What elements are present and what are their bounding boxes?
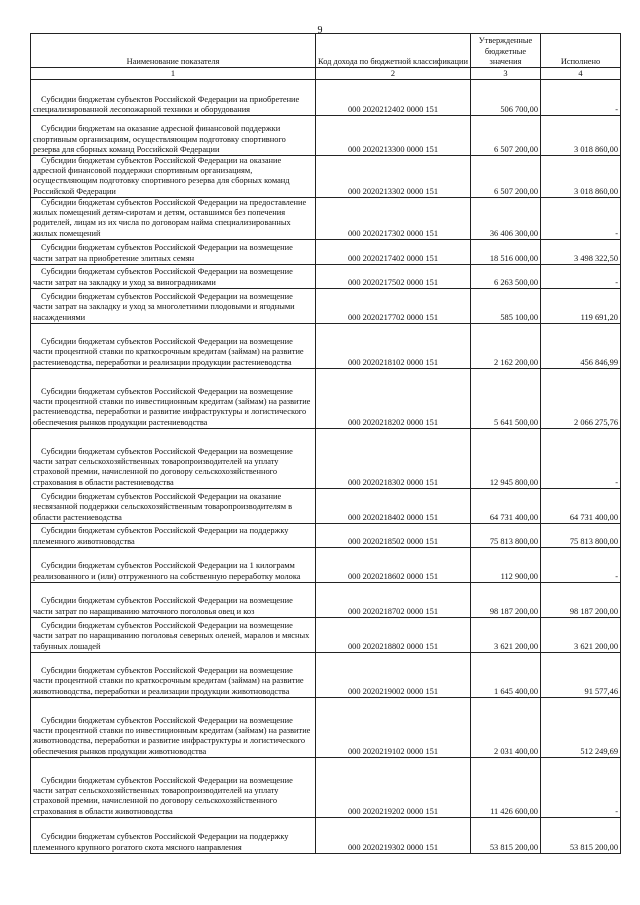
table-row [31,582,621,617]
row-code-cell: 000 2020219002 0000 151 [316,652,471,697]
row-name-cell: Субсидии бюджетам субъектов Российской Федерации на предоставление жилых помещений детям-сиротам и детям, оставшимся без попечения родителей, лицам из их числа по договорам найма специализированных жилых помещений [31,197,316,239]
column-number-row [31,68,621,80]
row-executed-cell: - [541,757,621,817]
table-row [31,817,621,853]
table-row [31,239,621,264]
row-name-cell: Субсидии бюджетам субъектов Российской Федерации на приобретение специализированной лесопожарной техники и оборудования [31,80,316,116]
column-number: 4 [541,68,621,80]
row-executed-cell: 3 018 860,00 [541,156,621,198]
header-approved: Утвержденные бюджетные значения [471,34,541,68]
table-row [31,197,621,239]
table-row [31,488,621,523]
row-approved-cell: 112 900,00 [471,547,541,582]
row-code-cell: 000 2020217402 0000 151 [316,239,471,264]
row-code-cell: 000 2020213300 0000 151 [316,116,471,156]
row-approved-cell: 75 813 800,00 [471,523,541,547]
row-approved-cell: 3 621 200,00 [471,617,541,652]
table-row [31,368,621,428]
row-approved-cell: 506 700,00 [471,80,541,116]
row-name-cell: Субсидии бюджетам субъектов Российской Федерации на возмещение части процентной ставки по краткосрочным кредитам (займам) на развитие растениеводства, переработки и реализации продукции растениеводства [31,323,316,368]
table-row [31,547,621,582]
row-executed-cell: 3 498 322,50 [541,239,621,264]
row-approved-cell: 2 031 400,00 [471,697,541,757]
row-name-cell: Субсидии бюджетам субъектов Российской Федерации на оказание несвязанной поддержки сельскохозяйственным товаропроизводителям в области растениеводства [31,488,316,523]
table-row [31,288,621,323]
header-executed: Исполнено [541,34,621,68]
row-executed-cell: - [541,197,621,239]
row-approved-cell: 98 187 200,00 [471,582,541,617]
row-name-cell: Субсидии бюджетам субъектов Российской Федерации на поддержку племенного животноводства [31,523,316,547]
table-row [31,156,621,198]
row-code-cell: 000 2020218302 0000 151 [316,428,471,488]
row-name-cell: Субсидии бюджетам субъектов Российской Федерации на возмещение части затрат на приобретение элитных семян [31,239,316,264]
row-code-cell: 000 2020218102 0000 151 [316,323,471,368]
row-executed-cell: 3 621 200,00 [541,617,621,652]
row-code-cell: 000 2020212402 0000 151 [316,80,471,116]
row-approved-cell: 53 815 200,00 [471,817,541,853]
page-number: 9 [317,25,323,36]
row-name-cell: Субсидии бюджетам субъектов Российской Федерации на возмещение части затрат на закладку и уход за виноградниками [31,264,316,288]
row-executed-cell: 53 815 200,00 [541,817,621,853]
table-row [31,697,621,757]
row-executed-cell: 512 249,69 [541,697,621,757]
row-name-cell: Субсидии бюджетам субъектов Российской Федерации на возмещение части затрат сельскохозяйственных товаропроизводителей на уплату страховой премии, начисленной по договору сельскохозяйственного страхования в области животноводства [31,757,316,817]
row-code-cell: 000 2020219302 0000 151 [316,817,471,853]
budget-table [30,33,621,854]
row-approved-cell: 6 507 200,00 [471,156,541,198]
row-name-cell: Субсидии бюджетам субъектов Российской Федерации на возмещение части затрат по наращиванию маточного поголовья овец и коз [31,582,316,617]
table-row [31,264,621,288]
row-code-cell: 000 2020218202 0000 151 [316,368,471,428]
row-name-cell: Субсидии бюджетам на оказание адресной финансовой поддержки спортивным организациям, осуществляющим подготовку спортивного резерва для сборных команд Российской Федерации [31,116,316,156]
row-name-cell: Субсидии бюджетам субъектов Российской Федерации на возмещение части процентной ставки по инвестиционным кредитам (займам) на развитие растениеводства, переработки и развитие инфраструктуры и логистического обеспечения рынков продукции растениеводства [31,368,316,428]
row-name-cell: Субсидии бюджетам субъектов Российской Федерации на возмещение части процентной ставки по инвестиционным кредитам (займам) на развитие животноводства, переработки и развитие инфраструктуры и логистического обеспечения рынков продукции животноводства [31,697,316,757]
row-approved-cell: 2 162 200,00 [471,323,541,368]
table-row [31,428,621,488]
column-number: 2 [316,68,471,80]
row-name-cell: Субсидии бюджетам субъектов Российской Федерации на 1 килограмм реализованного и (или) отгруженного на собственную переработку молока [31,547,316,582]
table-row [31,757,621,817]
row-executed-cell: - [541,547,621,582]
row-name-cell: Субсидии бюджетам субъектов Российской Федерации на оказание адресной финансовой поддержки спортивным организациям, осуществляющим подготовку спортивного резерва для сборных команд Российской Федерации [31,156,316,198]
row-code-cell: 000 2020218702 0000 151 [316,582,471,617]
row-approved-cell: 12 945 800,00 [471,428,541,488]
row-executed-cell: 91 577,46 [541,652,621,697]
column-number: 3 [471,68,541,80]
table-row [31,116,621,156]
row-code-cell: 000 2020217702 0000 151 [316,288,471,323]
row-name-cell: Субсидии бюджетам субъектов Российской Федерации на возмещение части затрат сельскохозяйственных товаропроизводителей на уплату страховой премии, начисленной по договору сельскохозяйственного страхования в области растениеводства [31,428,316,488]
header-name: Наименование показателя [31,34,316,68]
row-executed-cell: 3 018 860,00 [541,116,621,156]
row-approved-cell: 18 516 000,00 [471,239,541,264]
table-row [31,617,621,652]
row-code-cell: 000 2020213302 0000 151 [316,156,471,198]
row-approved-cell: 6 507 200,00 [471,116,541,156]
row-name-cell: Субсидии бюджетам субъектов Российской Федерации на поддержку племенного крупного рогатого скота мясного направления [31,817,316,853]
row-executed-cell: 456 846,99 [541,323,621,368]
table-row [31,80,621,116]
table-row [31,523,621,547]
row-code-cell: 000 2020219202 0000 151 [316,757,471,817]
row-approved-cell: 5 641 500,00 [471,368,541,428]
row-executed-cell: 2 066 275,76 [541,368,621,428]
row-code-cell: 000 2020217502 0000 151 [316,264,471,288]
row-executed-cell: 98 187 200,00 [541,582,621,617]
table-header-row [31,34,621,68]
row-executed-cell: 75 813 800,00 [541,523,621,547]
table-row [31,652,621,697]
table-row [31,323,621,368]
row-executed-cell: - [541,428,621,488]
row-code-cell: 000 2020218402 0000 151 [316,488,471,523]
row-name-cell: Субсидии бюджетам субъектов Российской Федерации на возмещение части затрат по наращиванию поголовья северных оленей, маралов и мясных табунных лошадей [31,617,316,652]
row-code-cell: 000 2020218502 0000 151 [316,523,471,547]
row-name-cell: Субсидии бюджетам субъектов Российской Федерации на возмещение части процентной ставки по краткосрочным кредитам (займам) на развитие животноводства, переработки и реализации продукции животноводства [31,652,316,697]
row-approved-cell: 585 100,00 [471,288,541,323]
row-executed-cell: 119 691,20 [541,288,621,323]
row-executed-cell: - [541,264,621,288]
column-number: 1 [31,68,316,80]
row-executed-cell: 64 731 400,00 [541,488,621,523]
row-code-cell: 000 2020219102 0000 151 [316,697,471,757]
header-code: Код дохода по бюджетной классификации [316,34,471,68]
row-approved-cell: 36 406 300,00 [471,197,541,239]
row-approved-cell: 1 645 400,00 [471,652,541,697]
row-code-cell: 000 2020217302 0000 151 [316,197,471,239]
row-name-cell: Субсидии бюджетам субъектов Российской Федерации на возмещение части затрат на закладку и уход за многолетними плодовыми и ягодными насаждениями [31,288,316,323]
row-approved-cell: 64 731 400,00 [471,488,541,523]
row-code-cell: 000 2020218602 0000 151 [316,547,471,582]
table-body [31,80,621,854]
row-executed-cell: - [541,80,621,116]
row-approved-cell: 11 426 600,00 [471,757,541,817]
row-code-cell: 000 2020218802 0000 151 [316,617,471,652]
row-approved-cell: 6 263 500,00 [471,264,541,288]
